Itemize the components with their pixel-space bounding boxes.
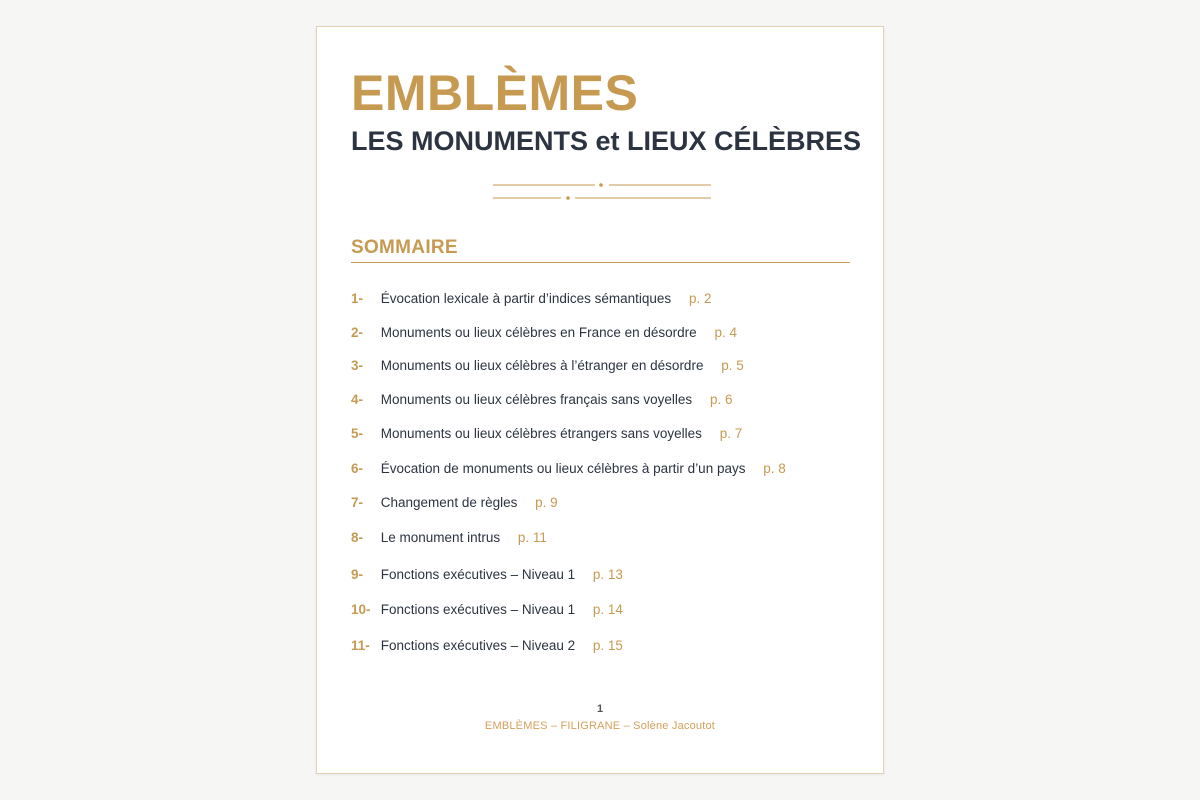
toc-entry-title: Fonctions exécutives – Niveau 1 — [380, 602, 576, 617]
toc-entry-number: 4- — [351, 392, 364, 407]
toc-entry[interactable] — [351, 459, 786, 479]
document-title: EMBLÈMES — [351, 65, 639, 121]
toc-entry-page: p. 13 — [592, 567, 623, 582]
decorative-divider — [487, 177, 717, 207]
toc-entry-title: Changement de règles — [380, 495, 518, 510]
toc-entry-page: p. 14 — [592, 602, 623, 617]
toc-entry-page: p. 2 — [688, 291, 712, 306]
footer-credit: EMBLÈMES – FILIGRANE – Solène Jacoutot — [484, 720, 716, 732]
document-page — [316, 26, 884, 774]
toc-entry-title: Monuments ou lieux célèbres en France en désordre — [380, 325, 697, 340]
page-number: 1 — [596, 703, 604, 715]
toc-entry-page: p. 15 — [592, 638, 623, 653]
toc-entry-number: 7- — [351, 495, 364, 510]
toc-entry-title: Fonctions exécutives – Niveau 2 — [380, 638, 576, 653]
toc-entry[interactable] — [351, 600, 623, 620]
toc-entry[interactable] — [351, 356, 744, 376]
toc-entry[interactable] — [351, 636, 623, 656]
section-heading — [351, 237, 850, 263]
toc-entry-page: p. 6 — [709, 392, 733, 407]
toc-entry-number: 1- — [351, 291, 364, 306]
toc-entry-number: 2- — [351, 325, 364, 340]
toc-entry-number: 3- — [351, 358, 364, 373]
document-subtitle: LES MONUMENTS et LIEUX CÉLÈBRES — [351, 126, 862, 156]
toc-entry[interactable] — [351, 528, 547, 548]
toc-entry-number: 10- — [351, 602, 371, 617]
toc-entry-title: Évocation de monuments ou lieux célèbres à partir d’un pays — [380, 461, 746, 476]
toc-entry-page: p. 7 — [719, 426, 743, 441]
toc-entry-number: 5- — [351, 426, 364, 441]
toc-entry-title: Monuments ou lieux célèbres français sans voyelles — [380, 392, 693, 407]
toc-entry[interactable] — [351, 390, 732, 410]
toc-entry-number: 9- — [351, 567, 364, 582]
toc-entry-number: 8- — [351, 530, 364, 545]
section-heading-label: SOMMAIRE — [351, 237, 458, 258]
toc-entry-title: Monuments ou lieux célèbres à l’étranger en désordre — [380, 358, 704, 373]
toc-entry-page: p. 8 — [763, 461, 786, 476]
toc-entry-number: 11- — [351, 638, 370, 653]
toc-entry-title: Évocation lexicale à partir d’indices sémantiques — [380, 291, 672, 306]
toc-entry-page: p. 4 — [714, 325, 737, 340]
toc-entry[interactable] — [351, 323, 737, 343]
toc-entry-page: p. 11 — [517, 530, 547, 545]
toc-entry-title: Le monument intrus — [380, 530, 501, 545]
toc-entry[interactable] — [351, 424, 742, 444]
toc-entry-title: Fonctions exécutives – Niveau 1 — [380, 567, 576, 582]
toc-entry-page: p. 9 — [535, 495, 558, 510]
toc-entry[interactable] — [351, 565, 623, 585]
toc-entry-page: p. 5 — [721, 358, 744, 373]
toc-entry[interactable] — [351, 289, 711, 309]
toc-entry[interactable] — [351, 493, 558, 513]
toc-entry-number: 6- — [351, 461, 364, 476]
toc-entry-title: Monuments ou lieux célèbres étrangers sans voyelles — [380, 426, 702, 441]
